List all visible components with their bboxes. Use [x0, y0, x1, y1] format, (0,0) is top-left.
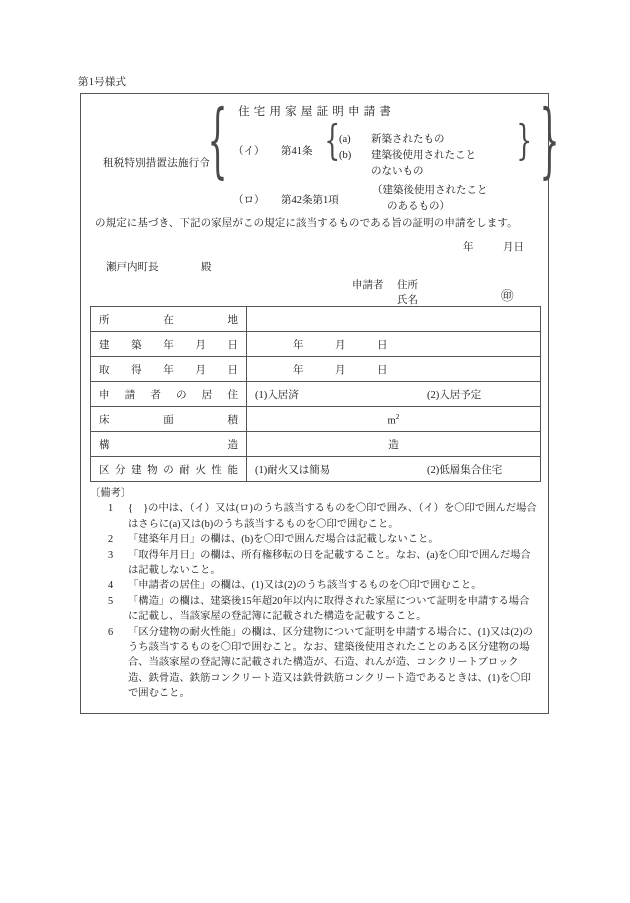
- build-day-label: 日: [377, 339, 388, 351]
- table-row: [91, 357, 541, 382]
- row-label-fire-resistance: 区分建物の耐火性能: [91, 457, 247, 482]
- provision-sub-a[interactable]: [339, 131, 445, 146]
- provision-sub-b-text: 建築後使用されたこと: [371, 150, 476, 161]
- remark-item: [108, 578, 539, 593]
- table-row: [91, 382, 541, 407]
- row-label-floor-area: 床面積: [91, 407, 247, 432]
- remarks-section: [90, 486, 539, 702]
- provision-item-ro-marker[interactable]: （ロ）: [233, 195, 265, 206]
- row-value-fire-resistance[interactable]: [247, 457, 541, 482]
- row-value-build-date[interactable]: [247, 332, 541, 357]
- table-body: [91, 307, 541, 482]
- provision-item-ro-article: 第42条第1項: [281, 195, 339, 206]
- application-form-box: [80, 93, 560, 714]
- submission-date-line[interactable]: [81, 239, 548, 254]
- remark-number: 1: [108, 503, 114, 515]
- row-label-structure: 構造: [91, 432, 247, 457]
- row-label-acquire-date: 取得年月日: [91, 357, 247, 382]
- floor-area-unit: [253, 412, 534, 427]
- remarks-title: 〔備考〕: [90, 488, 132, 499]
- residency-option-1[interactable]: (1)入居済: [255, 389, 299, 401]
- row-label-build-date: 建築年月日: [91, 332, 247, 357]
- provision-sub-b-label: (b): [339, 150, 352, 161]
- acquire-month-label: 月: [335, 364, 346, 376]
- applicant-name-field[interactable]: 氏名: [397, 295, 418, 306]
- provision-item-i-article: 第41条: [281, 146, 313, 157]
- inner-left-brace-icon: {: [324, 118, 341, 166]
- outer-right-brace-icon: }: [539, 94, 560, 190]
- residency-option-2[interactable]: (2)入居予定: [427, 389, 482, 401]
- table-row: [91, 307, 541, 332]
- remark-item: [108, 548, 539, 579]
- table-row: [91, 432, 541, 457]
- row-value-location[interactable]: [247, 307, 541, 332]
- row-value-floor-area[interactable]: [247, 407, 541, 432]
- remark-number: 4: [108, 580, 114, 592]
- row-label-residency: 申請者の居住: [91, 382, 247, 407]
- seal-stamp-icon[interactable]: ㊞: [501, 288, 514, 303]
- table-row: [91, 407, 541, 432]
- provision-sub-b-text-line2: のないもの: [371, 166, 424, 177]
- remark-item: [108, 594, 539, 625]
- date-month-label: 月: [503, 242, 514, 253]
- property-details-table: [90, 306, 541, 482]
- fire-resistance-options: [253, 462, 534, 477]
- remark-item: [108, 532, 539, 547]
- outer-left-brace-icon: {: [207, 94, 228, 190]
- row-value-residency[interactable]: [247, 382, 541, 407]
- form-title: 住宅用家屋証明申請書: [238, 106, 396, 118]
- acquire-day-label: 日: [377, 364, 388, 376]
- acquire-date-value: [253, 362, 534, 377]
- addressee-and-applicant-block: [81, 257, 548, 306]
- remark-text: 「区分建物の耐火性能」の欄は、区分建物について証明を申請する場合に、(1)又は(2)のうち該当するものを〇印で囲むこと。なお、建築後使用されたことのある区分建物の場合、当該家屋の登記簿に記載された構造が、石造、れんが造、コンクリートブロック造、鉄骨造、鉄筋コンクリート造又は鉄骨鉄筋コンクリート造であるときは、(1)を〇印で囲むこと。: [128, 626, 533, 700]
- addressee-mayor-label: 瀬戸内町長: [106, 262, 159, 273]
- applicant-label: 申請者: [352, 280, 384, 291]
- table-row: [91, 332, 541, 357]
- provision-item-ro-text-line2: のあるもの）: [387, 201, 450, 212]
- fire-resistance-option-2[interactable]: (2)低層集合住宅: [427, 464, 503, 476]
- form-number: 第1号様式: [78, 77, 127, 88]
- provision-item-ro-text-line1: （建築後使用されたこと: [372, 185, 488, 196]
- addressee-honorific: 殿: [201, 262, 212, 273]
- residency-options: [253, 387, 534, 402]
- remark-number: 2: [108, 534, 114, 546]
- build-year-label: 年: [293, 339, 304, 351]
- provision-sub-a-label: (a): [339, 134, 351, 145]
- remark-item: [108, 625, 539, 702]
- build-date-value: [253, 337, 534, 352]
- inner-right-brace-icon: }: [516, 118, 533, 166]
- structure-value: 造: [388, 439, 399, 451]
- provision-sub-b[interactable]: [339, 147, 476, 162]
- remark-number: 3: [108, 549, 114, 561]
- remark-item: [108, 501, 539, 532]
- remark-text: 「建築年月日」の欄は、(b)を〇印で囲んだ場合は記載しないこと。: [128, 534, 439, 546]
- remark-number: 6: [108, 626, 114, 638]
- provision-item-i-marker[interactable]: （イ）: [233, 146, 265, 157]
- row-value-structure[interactable]: [247, 432, 541, 457]
- floor-area-unit-superscript: 2: [395, 411, 400, 421]
- law-name-label: 租税特別措置法施行令: [103, 158, 210, 169]
- build-month-label: 月: [335, 339, 346, 351]
- provision-sub-a-text: 新築されたもの: [371, 134, 445, 145]
- floor-area-unit-base: m: [387, 415, 396, 427]
- row-value-acquire-date[interactable]: [247, 357, 541, 382]
- remark-text: 「構造」の欄は、建築後15年超20年以内に取得された家屋について証明を申請する場合に記載し、当該家屋の登記簿に記載された構造を記載すること。: [128, 595, 530, 623]
- date-day-label: 日: [513, 242, 524, 253]
- acquire-year-label: 年: [293, 364, 304, 376]
- row-label-location: 所在地: [91, 307, 247, 332]
- table-row: [91, 457, 541, 482]
- remark-text: 「取得年月日」の欄は、所有権移転の日を記載すること。なお、(a)を〇印で囲んだ場合は記載しないこと。: [128, 549, 531, 577]
- remark-text: 「申請者の居住」の欄は、(1)又は(2)のうち該当するものを〇印で囲むこと。: [128, 580, 482, 592]
- declaration-text: の規定に基づき、下記の家屋がこの規定に該当するものである旨の証明の申請をします。: [95, 218, 518, 229]
- fire-resistance-option-1[interactable]: (1)耐火又は簡易: [255, 464, 331, 476]
- remark-number: 5: [108, 595, 114, 607]
- applicant-address-field[interactable]: 住所: [397, 280, 418, 291]
- remark-text: { }の中は、（イ）又は(ロ)のうち該当するものを〇印で囲み、（イ）を〇印で囲んだ場合はさらに(a)又は(b)のうち該当するものを〇印で囲むこと。: [128, 503, 537, 530]
- date-year-label: 年: [463, 242, 474, 253]
